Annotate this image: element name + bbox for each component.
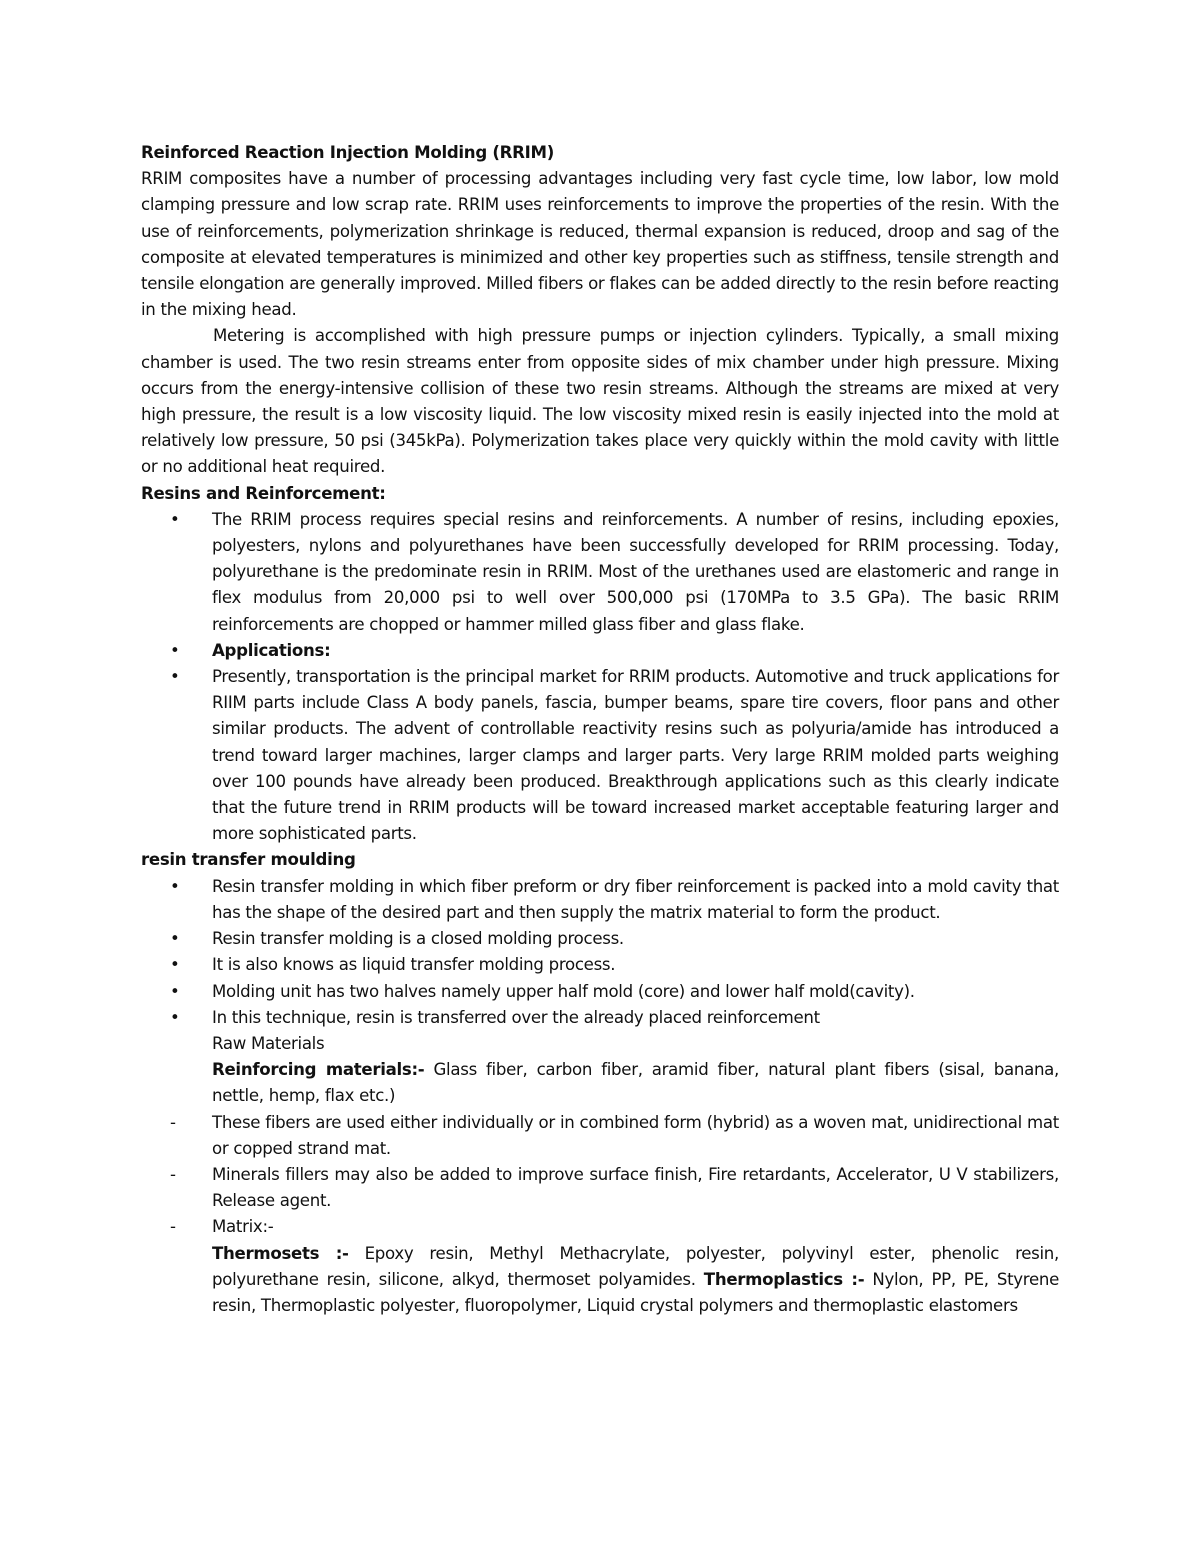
thermosets-label: Thermosets :- [212,1243,349,1263]
bullet-icon: • [170,929,180,949]
bullet-icon: • [170,509,180,529]
list-item-text: Resin transfer molding in which fiber preform or dry fiber reinforcement is packed into a mold cavity that has the shape of the desired part and then supply the matrix material to form the product. [212,876,1059,922]
resins-heading: Resins and Reinforcement: [141,483,386,503]
raw-materials-label: Raw Materials [212,1033,325,1053]
bullet-icon: • [170,955,180,975]
reinforcing-materials-label: Reinforcing materials:- [212,1060,425,1080]
list-item [141,507,1059,638]
bullet-icon: • [170,1007,180,1027]
dash-icon: - [170,1164,176,1184]
bullet-icon: • [170,667,180,687]
list-item [141,979,1059,1005]
bullet-icon: • [170,981,180,1001]
list-item [141,1162,1059,1214]
rtm-dash-list [141,1110,1059,1320]
list-item-text: Resin transfer molding is a closed molding process. [212,929,624,949]
resins-bullet-list [141,507,1059,848]
thermoplastics-text: Nylon, PP, PE, Styrene resin, Thermoplastic polyester, fluoropolymer, Liquid crystal polymers and thermoplastic elastomers [212,1269,1060,1315]
thermoplastics-label: Thermoplastics :- [703,1269,865,1289]
matrix-label: Matrix:- [212,1217,274,1237]
list-item-text: The RRIM process requires special resins and reinforcements. A number of resins, including epoxies, polyesters, nylons and polyurethanes have been successfully developed for RRIM processing. Today, polyurethane is the predominate resin in RRIM. Most of the urethanes used are elastomeric and range in flex modulus from 20,000 psi to well over 500,000 psi (170MPa to 3.5 GPa). The basic RRIM reinforcements are chopped or hammer milled glass fiber and glass flake. [212,509,1059,634]
rtm-bullet-list [141,874,1059,1031]
list-item [141,1005,1059,1031]
rrim-paragraph-1: RRIM composites have a number of processing advantages including very fast cycle time, low labor, low mold clamping pressure and low scrap rate. RRIM uses reinforcements to improve the properties of the resin. With the use of reinforcements, polymerization shrinkage is reduced, thermal expansion is reduced, droop and sag of the composite at elevated temperatures is minimized and other key properties such as stiffness, tensile strength and tensile elongation are generally improved. Milled fibers or flakes can be added directly to the resin before reacting in the mixing head. [141,169,1059,320]
dash-icon: - [170,1217,176,1237]
document-page [141,140,1059,1319]
bullet-icon: • [170,640,180,660]
list-item-text: In this technique, resin is transferred over the already placed reinforcement [212,1007,820,1027]
list-item-text: These fibers are used either individually or in combined form (hybrid) as a woven mat, unidirectional mat or copped strand mat. [212,1112,1059,1158]
list-item [141,1214,1059,1319]
list-item [141,952,1059,978]
list-item [141,1110,1059,1162]
rtm-heading: resin transfer moulding [141,850,356,870]
matrix-paragraph [212,1241,1059,1320]
list-item-text: Presently, transportation is the principal market for RRIM products. Automotive and truck applications for RIIM parts include Class A body panels, fascia, bumper beams, spare tire covers, floor pans and other similar products. The advent of controllable reactivity resins such as polyuria/amide has introduced a trend toward larger machines, larger clamps and larger parts. Very large RRIM molded parts weighing over 100 pounds have already been produced. Breakthrough applications such as this clearly indicate that the future trend in RRIM products will be toward increased market acceptable featuring larger and more sophisticated parts. [212,667,1059,844]
reinforcing-materials-paragraph [141,1057,1059,1109]
list-item [141,874,1059,926]
bullet-icon: • [170,876,180,896]
list-item-text: Molding unit has two halves namely upper half mold (core) and lower half mold(cavity). [212,981,915,1001]
list-item-text: It is also knows as liquid transfer molding process. [212,955,616,975]
list-item [141,926,1059,952]
reinforcing-materials-text: Glass fiber, carbon fiber, aramid fiber, natural plant fibers (sisal, banana, nettle, hemp, flax etc.) [212,1060,1059,1106]
rrim-heading: Reinforced Reaction Injection Molding (RRIM) [141,143,554,162]
applications-heading: Applications: [212,640,331,660]
rrim-paragraph-2: Metering is accomplished with high pressure pumps or injection cylinders. Typically, a small mixing chamber is used. The two resin streams enter from opposite sides of mix chamber under high pressure. Mixing occurs from the energy-intensive collision of these two resin streams. Although the streams are mixed at very high pressure, the result is a low viscosity liquid. The low viscosity mixed resin is easily injected into the mold at relatively low pressure, 50 psi (345kPa). Polymerization takes place very quickly within the mold cavity with little or no additional heat required. [141,326,1059,477]
list-item-text: Minerals fillers may also be added to improve surface finish, Fire retardants, Accelerator, U V stabilizers, Release agent. [212,1164,1059,1211]
dash-icon: - [170,1112,176,1132]
thermosets-text: Epoxy resin, Methyl Methacrylate, polyester, polyvinyl ester, phenolic resin, polyurethane resin, silicone, alkyd, thermoset polyamides. [212,1243,1059,1289]
list-item [141,664,1059,847]
list-item [141,638,1059,664]
